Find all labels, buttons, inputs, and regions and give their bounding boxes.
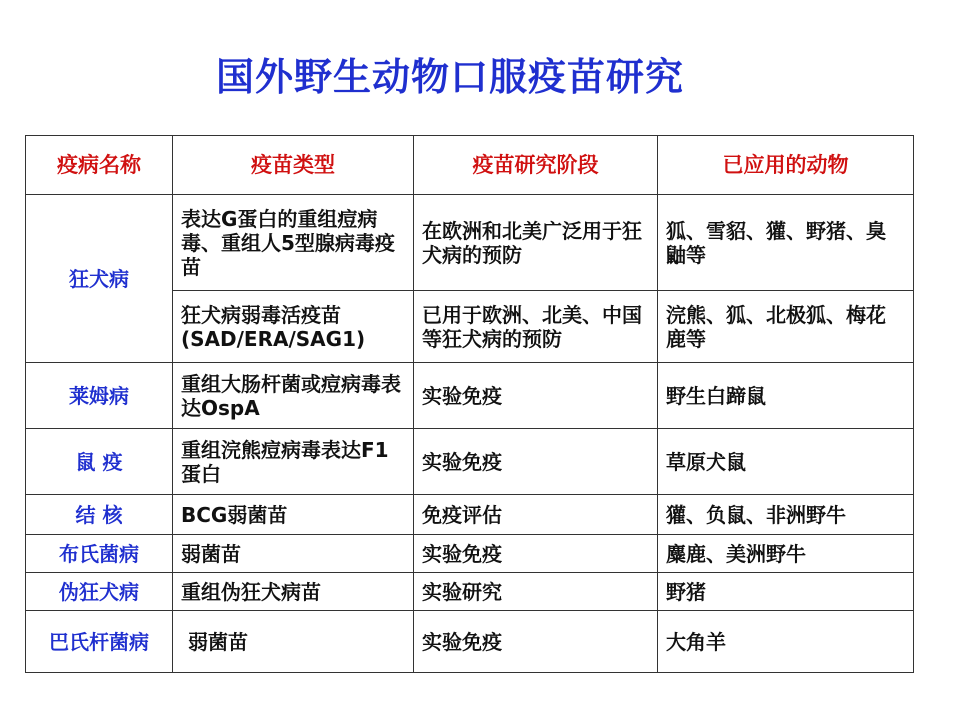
vaccine-cell: 重组浣熊痘病毒表达F1蛋白 bbox=[173, 429, 414, 495]
stage-cell: 实验免疫 bbox=[414, 429, 658, 495]
animals-cell: 浣熊、狐、北极狐、梅花鹿等 bbox=[658, 291, 914, 363]
animals-cell: 野猪 bbox=[658, 573, 914, 611]
header-cell: 疫病名称 bbox=[26, 136, 173, 195]
vaccine-cell: 重组伪狂犬病苗 bbox=[173, 573, 414, 611]
vaccine-cell: 重组大肠杆菌或痘病毒表达OspA bbox=[173, 363, 414, 429]
disease-cell: 莱姆病 bbox=[26, 363, 173, 429]
vaccine-cell: 表达G蛋白的重组痘病毒、重组人5型腺病毒疫苗 bbox=[173, 195, 414, 291]
vaccine-cell: 狂犬病弱毒活疫苗(SAD/ERA/SAG1) bbox=[173, 291, 414, 363]
disease-cell: 鼠 疫 bbox=[26, 429, 173, 495]
page-title: 国外野生动物口服疫苗研究 bbox=[215, 55, 684, 99]
disease-cell: 狂犬病 bbox=[26, 195, 173, 363]
table-row bbox=[26, 429, 914, 495]
header-cell: 疫苗研究阶段 bbox=[414, 136, 658, 195]
stage-cell: 实验研究 bbox=[414, 573, 658, 611]
header-row bbox=[26, 136, 914, 195]
table-row bbox=[26, 535, 914, 573]
header-cell: 疫苗类型 bbox=[173, 136, 414, 195]
table-row bbox=[26, 573, 914, 611]
vaccine-cell: BCG弱菌苗 bbox=[173, 495, 414, 535]
stage-cell: 实验免疫 bbox=[414, 611, 658, 673]
disease-cell: 结 核 bbox=[26, 495, 173, 535]
animals-cell: 麋鹿、美洲野牛 bbox=[658, 535, 914, 573]
stage-cell: 实验免疫 bbox=[414, 363, 658, 429]
stage-cell: 在欧洲和北美广泛用于狂犬病的预防 bbox=[414, 195, 658, 291]
table-row bbox=[26, 495, 914, 535]
animals-cell: 野生白蹄鼠 bbox=[658, 363, 914, 429]
animals-cell: 大角羊 bbox=[658, 611, 914, 673]
stage-cell: 免疫评估 bbox=[414, 495, 658, 535]
vaccine-cell: 弱菌苗 bbox=[173, 535, 414, 573]
disease-cell: 伪狂犬病 bbox=[26, 573, 173, 611]
header-cell: 已应用的动物 bbox=[658, 136, 914, 195]
table-row bbox=[26, 195, 914, 291]
vaccine-table bbox=[25, 135, 914, 673]
stage-cell: 实验免疫 bbox=[414, 535, 658, 573]
animals-cell: 狐、雪貂、獾、野猪、臭鼬等 bbox=[658, 195, 914, 291]
animals-cell: 獾、负鼠、非洲野牛 bbox=[658, 495, 914, 535]
disease-cell: 巴氏杆菌病 bbox=[26, 611, 173, 673]
vaccine-cell: 弱菌苗 bbox=[173, 611, 414, 673]
table-row bbox=[26, 363, 914, 429]
stage-cell: 已用于欧洲、北美、中国等狂犬病的预防 bbox=[414, 291, 658, 363]
disease-cell: 布氏菌病 bbox=[26, 535, 173, 573]
animals-cell: 草原犬鼠 bbox=[658, 429, 914, 495]
table-row bbox=[26, 611, 914, 673]
